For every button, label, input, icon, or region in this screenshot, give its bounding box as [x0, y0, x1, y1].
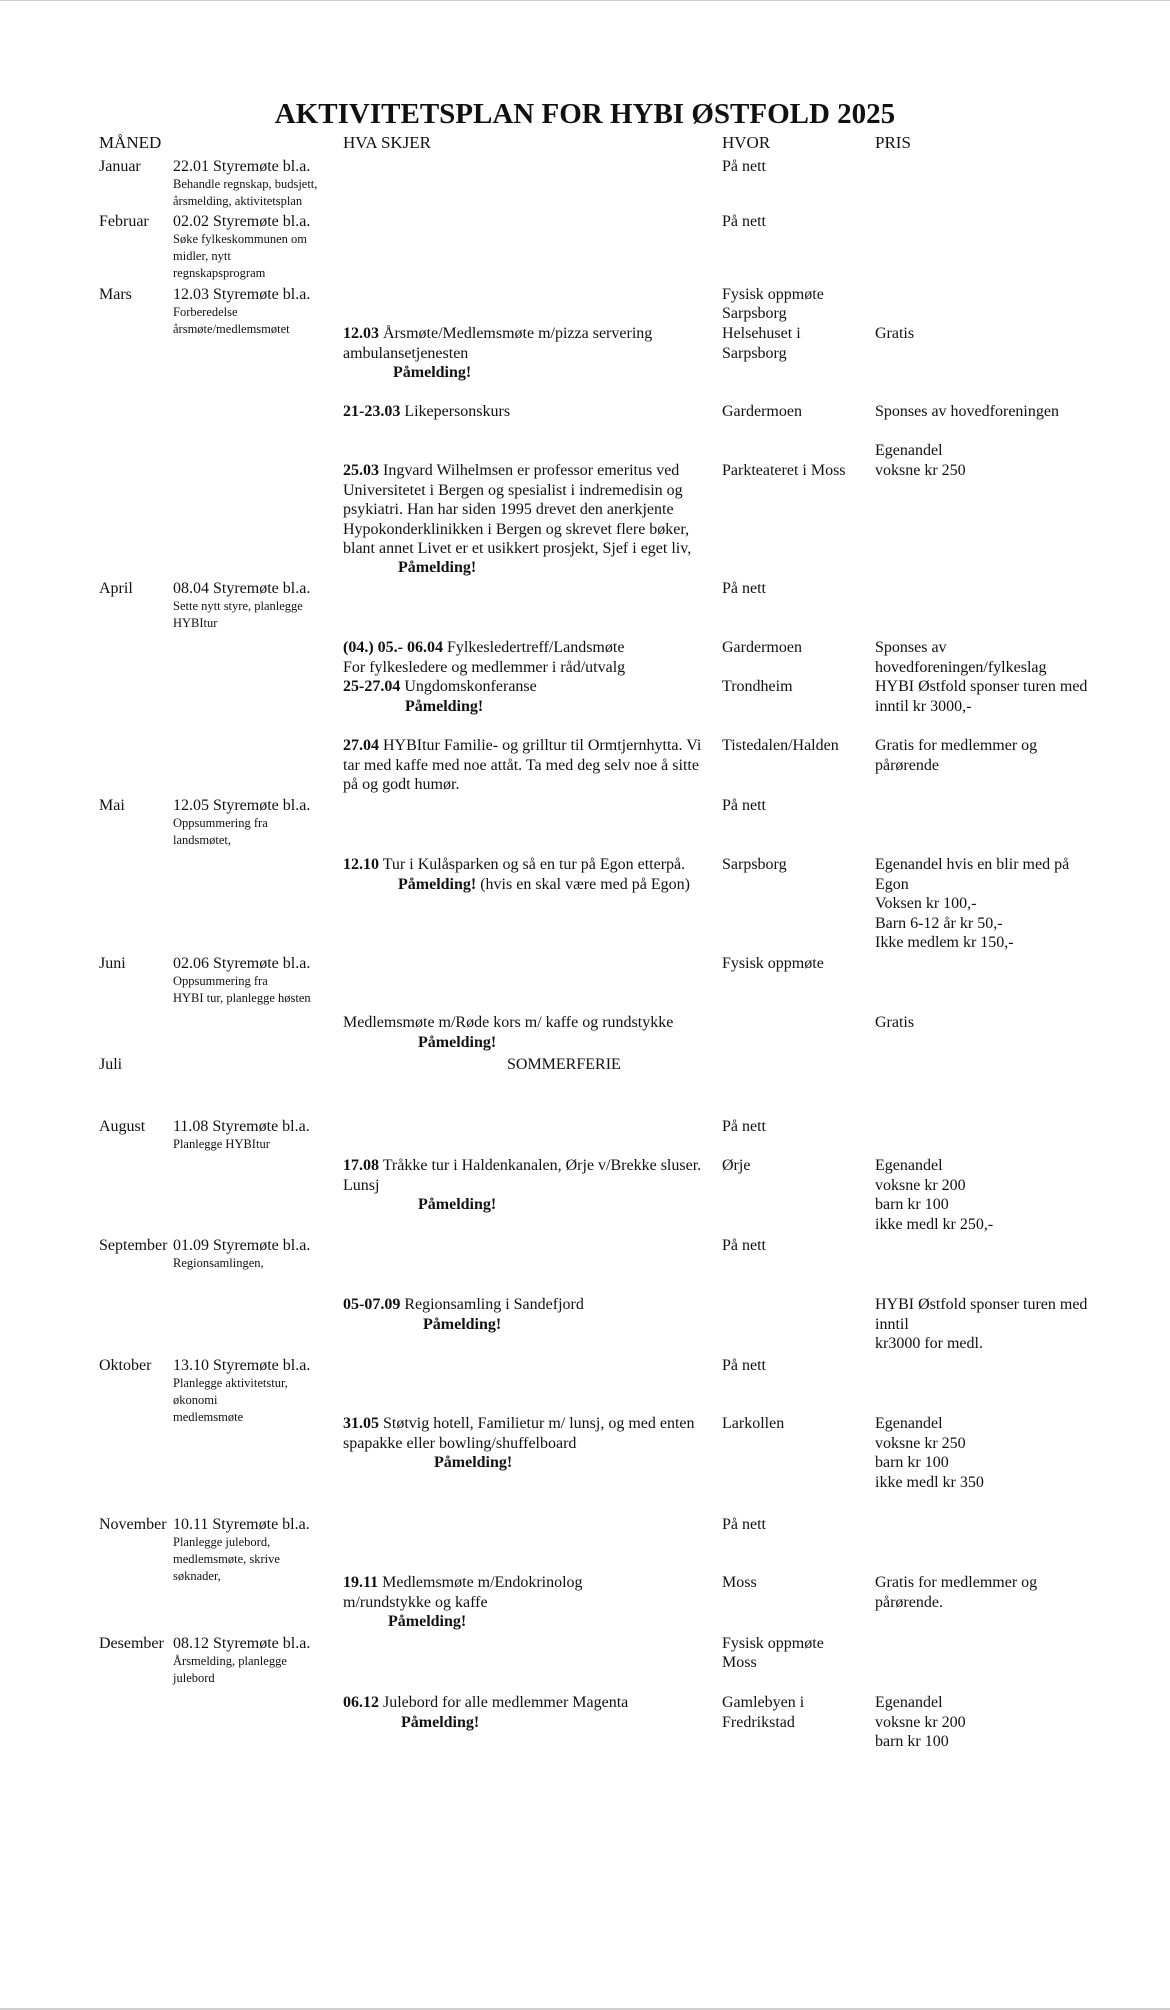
event-description [343, 1573, 583, 1593]
header-maaned: MÅNED [99, 133, 162, 152]
event-price: HYBI Østfold sponser turen med [875, 1296, 1088, 1313]
month-oktober: Oktober [99, 1357, 152, 1374]
event-price: Egenandel [875, 1694, 943, 1711]
event-text: HYBItur Familie- og grilltur til Ormtjernhytta. Vi [379, 737, 702, 754]
header-hva-skjer: HVA SKJER [343, 133, 432, 152]
event-price: voksne kr 250 [875, 1434, 966, 1452]
event-place: Larkollen [722, 1415, 785, 1432]
event-description [343, 1414, 695, 1434]
event-price: barn kr 100 [875, 1196, 949, 1213]
event-price: voksne kr 200 [875, 1176, 966, 1194]
event-description [343, 324, 652, 344]
registration-label: Påmelding! [418, 1196, 497, 1213]
meeting-place: Moss [722, 1654, 757, 1671]
meeting-date: 12.03 Styremøte bl.a. [173, 286, 311, 303]
event-registration [398, 875, 690, 895]
event-text: ambulansetjenesten [343, 344, 469, 362]
event-price: barn kr 100 [875, 1454, 949, 1471]
registration-label: Påmelding! [418, 1033, 497, 1051]
event-text: Ingvard Wilhelmsen er professor emeritus ved [379, 462, 680, 479]
summer-break: SOMMERFERIE [507, 1056, 621, 1073]
event-text: Ungdomskonferanse [400, 678, 537, 695]
meeting-note: Årsmelding, planlegge [173, 1654, 287, 1668]
meeting-note: medlemsmøte, skrive [173, 1552, 280, 1566]
event-text: Lunsj [343, 1176, 380, 1194]
event-price: Sponses av [875, 639, 947, 656]
event-text: Regionsamling i Sandefjord [400, 1296, 584, 1313]
event-text: på og godt humør. [343, 776, 460, 793]
meeting-note: Planlegge HYBItur [173, 1137, 270, 1151]
event-place: Fredrikstad [722, 1713, 795, 1731]
registration-label: Påmelding! [401, 1713, 480, 1731]
meeting-date: 08.04 Styremøte bl.a. [173, 580, 311, 597]
meeting-date: 08.12 Styremøte bl.a. [173, 1635, 311, 1652]
event-place: Gardermoen [722, 403, 802, 420]
event-text: blant annet Livet er et usikkert prosjekt, Sjef i eget liv, [343, 540, 692, 557]
registration-label: Påmelding! [405, 697, 484, 715]
meeting-note: HYBI tur, planlegge høsten [173, 991, 311, 1005]
month-mars: Mars [99, 286, 132, 303]
month-juni: Juni [99, 955, 126, 972]
event-date: 06.12 [343, 1694, 379, 1711]
meeting-note: søknader, [173, 1569, 221, 1583]
event-price: kr3000 for medl. [875, 1335, 983, 1352]
meeting-note: årsmøte/medlemsmøtet [173, 322, 290, 336]
meeting-note: midler, nytt [173, 249, 231, 263]
event-place: Tistedalen/Halden [722, 737, 839, 754]
meeting-place: Sarpsborg [722, 305, 787, 322]
meeting-date: 12.05 Styremøte bl.a. [173, 797, 311, 814]
event-price: ikke medl kr 250,- [875, 1215, 994, 1233]
event-price: Egenandel [875, 1415, 943, 1432]
event-place: Moss [722, 1574, 757, 1591]
meeting-place: På nett [722, 1237, 766, 1254]
meeting-place: På nett [722, 213, 766, 230]
meeting-note: HYBItur [173, 616, 218, 630]
event-price: Gratis for medlemmer og [875, 1574, 1038, 1591]
registration-label: Påmelding! [423, 1315, 502, 1333]
meeting-place: På nett [722, 580, 766, 597]
event-price: Ikke medlem kr 150,- [875, 934, 1014, 951]
registration-label: Påmelding! [393, 364, 472, 381]
event-date: 27.04 [343, 737, 379, 754]
event-description [343, 402, 510, 422]
meeting-note: årsmelding, aktivitetsplan [173, 194, 303, 208]
event-place: Parkteateret i Moss [722, 462, 846, 479]
month-november: November [99, 1516, 167, 1533]
meeting-date: 02.06 Styremøte bl.a. [173, 955, 311, 972]
event-text: For fylkesledere og medlemmer i råd/utvalg [343, 658, 626, 676]
top-border [0, 0, 1170, 1]
event-text: Medlemsmøte m/Endokrinolog [378, 1574, 583, 1591]
event-price: pårørende. [875, 1593, 943, 1611]
event-date: 05-07.09 [343, 1296, 401, 1313]
month-august: August [99, 1118, 146, 1135]
event-date: 12.10 [343, 856, 379, 873]
event-text: spapakke eller bowling/shuffelboard [343, 1434, 577, 1452]
event-price: Voksen kr 100,- [875, 895, 977, 912]
event-price: Egon [875, 875, 909, 893]
meeting-note: Søke fylkeskommunen om [173, 232, 308, 246]
event-date: (04.) 05.- 06.04 [343, 639, 443, 656]
meeting-note: landsmøtet, [173, 833, 231, 847]
month-september: September [99, 1237, 168, 1254]
meeting-place: På nett [722, 1516, 766, 1533]
registration-note: (hvis en skal være med på Egon) [476, 875, 690, 893]
event-text: Medlemsmøte m/Røde kors m/ kaffe og rundstykke [343, 1014, 674, 1031]
event-price: hovedforeningen/fylkeslag [875, 658, 1047, 676]
event-price: Gratis [875, 1014, 915, 1031]
event-price: Egenandel [875, 442, 943, 459]
event-description [343, 638, 624, 658]
event-place: Sarpsborg [722, 344, 787, 362]
event-description [343, 736, 701, 756]
meeting-place: På nett [722, 1357, 766, 1374]
event-description [343, 1295, 584, 1315]
event-text: Støtvig hotell, Familietur m/ lunsj, og med enten [379, 1415, 695, 1432]
event-text: Tur i Kulåsparken og så en tur på Egon etterpå. [379, 856, 686, 873]
event-text: psykiatri. Han har siden 1995 drevet den anerkjente [343, 501, 674, 518]
month-april: April [99, 580, 133, 597]
month-februar: Februar [99, 213, 149, 230]
meeting-note: regnskapsprogram [173, 266, 266, 280]
event-date: 25.03 [343, 462, 379, 479]
event-text: Hypokonderklinikken i Bergen og skrevet flere bøker, [343, 520, 690, 538]
meeting-date: 02.02 Styremøte bl.a. [173, 213, 311, 230]
event-description [343, 1156, 701, 1176]
event-place: Helsehuset i [722, 325, 801, 342]
event-price: inntil kr 3000,- [875, 697, 972, 715]
event-date: 25-27.04 [343, 678, 401, 695]
page-title: AKTIVITETSPLAN FOR HYBI ØSTFOLD 2025 [274, 98, 896, 130]
meeting-note: Planlegge aktivitetstur, [173, 1376, 288, 1390]
registration-label: Påmelding! [388, 1613, 467, 1630]
event-date: 12.03 [343, 325, 379, 342]
month-mai: Mai [99, 797, 125, 814]
event-text: Fylkesledertreff/Landsmøte [442, 639, 625, 656]
meeting-note: Planlegge julebord, [173, 1535, 271, 1549]
event-description [343, 677, 537, 697]
meeting-place: Fysisk oppmøte [722, 286, 824, 303]
month-juli: Juli [99, 1056, 123, 1073]
event-price: Gratis [875, 325, 915, 342]
event-price: voksne kr 250 [875, 462, 966, 479]
event-description [343, 855, 685, 875]
meeting-place: På nett [722, 797, 766, 814]
event-text: m/rundstykke og kaffe [343, 1593, 488, 1611]
meeting-note: Regionsamlingen, [173, 1256, 264, 1270]
event-price: voksne kr 200 [875, 1713, 966, 1731]
event-date: 19.11 [343, 1574, 379, 1591]
event-price: HYBI Østfold sponser turen med [875, 678, 1088, 695]
event-text: Tråkke tur i Haldenkanalen, Ørje v/Brekke sluser. [379, 1157, 702, 1174]
event-price: Barn 6-12 år kr 50,- [875, 914, 1003, 932]
event-price: barn kr 100 [875, 1733, 949, 1750]
event-place: Sarpsborg [722, 856, 787, 873]
event-price: ikke medl kr 350 [875, 1473, 984, 1491]
meeting-date: 22.01 Styremøte bl.a. [173, 158, 311, 175]
meeting-date: 10.11 Styremøte bl.a. [173, 1516, 310, 1533]
event-text: Likepersonskurs [400, 403, 511, 420]
meeting-note: Behandle regnskap, budsjett, [173, 177, 318, 191]
event-place: Trondheim [722, 678, 793, 695]
event-price: Egenandel hvis en blir med på [875, 856, 1070, 873]
registration-label: Påmelding! [434, 1454, 513, 1471]
meeting-note: Sette nytt styre, planlegge [173, 599, 303, 613]
event-description [343, 1693, 628, 1713]
meeting-date: 11.08 Styremøte bl.a. [173, 1118, 310, 1135]
event-price: inntil [875, 1315, 909, 1333]
month-januar: Januar [99, 158, 141, 175]
event-price: Egenandel [875, 1157, 943, 1174]
meeting-note: økonomi [173, 1393, 218, 1407]
header-hvor: HVOR [722, 133, 771, 152]
event-price: Sponses av hovedforeningen [875, 403, 1059, 420]
meeting-date: 13.10 Styremøte bl.a. [173, 1357, 311, 1374]
event-text: tar med kaffe med noe attåt. Ta med deg selv noe å sitte [343, 756, 699, 774]
event-price: Gratis for medlemmer og [875, 737, 1038, 754]
event-price: pårørende [875, 756, 939, 774]
event-place: Gamlebyen i [722, 1694, 805, 1711]
meeting-note: Oppsummering fra [173, 816, 268, 830]
registration-label: Påmelding! [398, 559, 477, 576]
meeting-place: Fysisk oppmøte [722, 1635, 824, 1652]
meeting-note: medlemsmøte [173, 1410, 244, 1424]
event-place: Gardermoen [722, 639, 802, 656]
meeting-place: På nett [722, 1118, 766, 1135]
month-desember: Desember [99, 1635, 164, 1652]
event-date: 17.08 [343, 1157, 379, 1174]
meeting-note: Oppsummering fra [173, 974, 268, 988]
meeting-place: Fysisk oppmøte [722, 955, 824, 972]
meeting-note: Forberedelse [173, 305, 238, 319]
event-description [343, 461, 679, 481]
event-text: Julebord for alle medlemmer Magenta [379, 1694, 629, 1711]
meeting-place: På nett [722, 158, 766, 175]
meeting-date: 01.09 Styremøte bl.a. [173, 1237, 311, 1254]
header-pris: PRIS [875, 133, 911, 152]
event-place: Ørje [722, 1157, 751, 1174]
event-date: 31.05 [343, 1415, 379, 1432]
event-text: Universitetet i Bergen og spesialist i indremedisin og [343, 481, 683, 499]
event-text: Årsmøte/Medlemsmøte m/pizza servering [379, 325, 653, 342]
event-date: 21-23.03 [343, 403, 401, 420]
registration-label: Påmelding! [398, 875, 477, 893]
meeting-note: julebord [173, 1671, 215, 1685]
